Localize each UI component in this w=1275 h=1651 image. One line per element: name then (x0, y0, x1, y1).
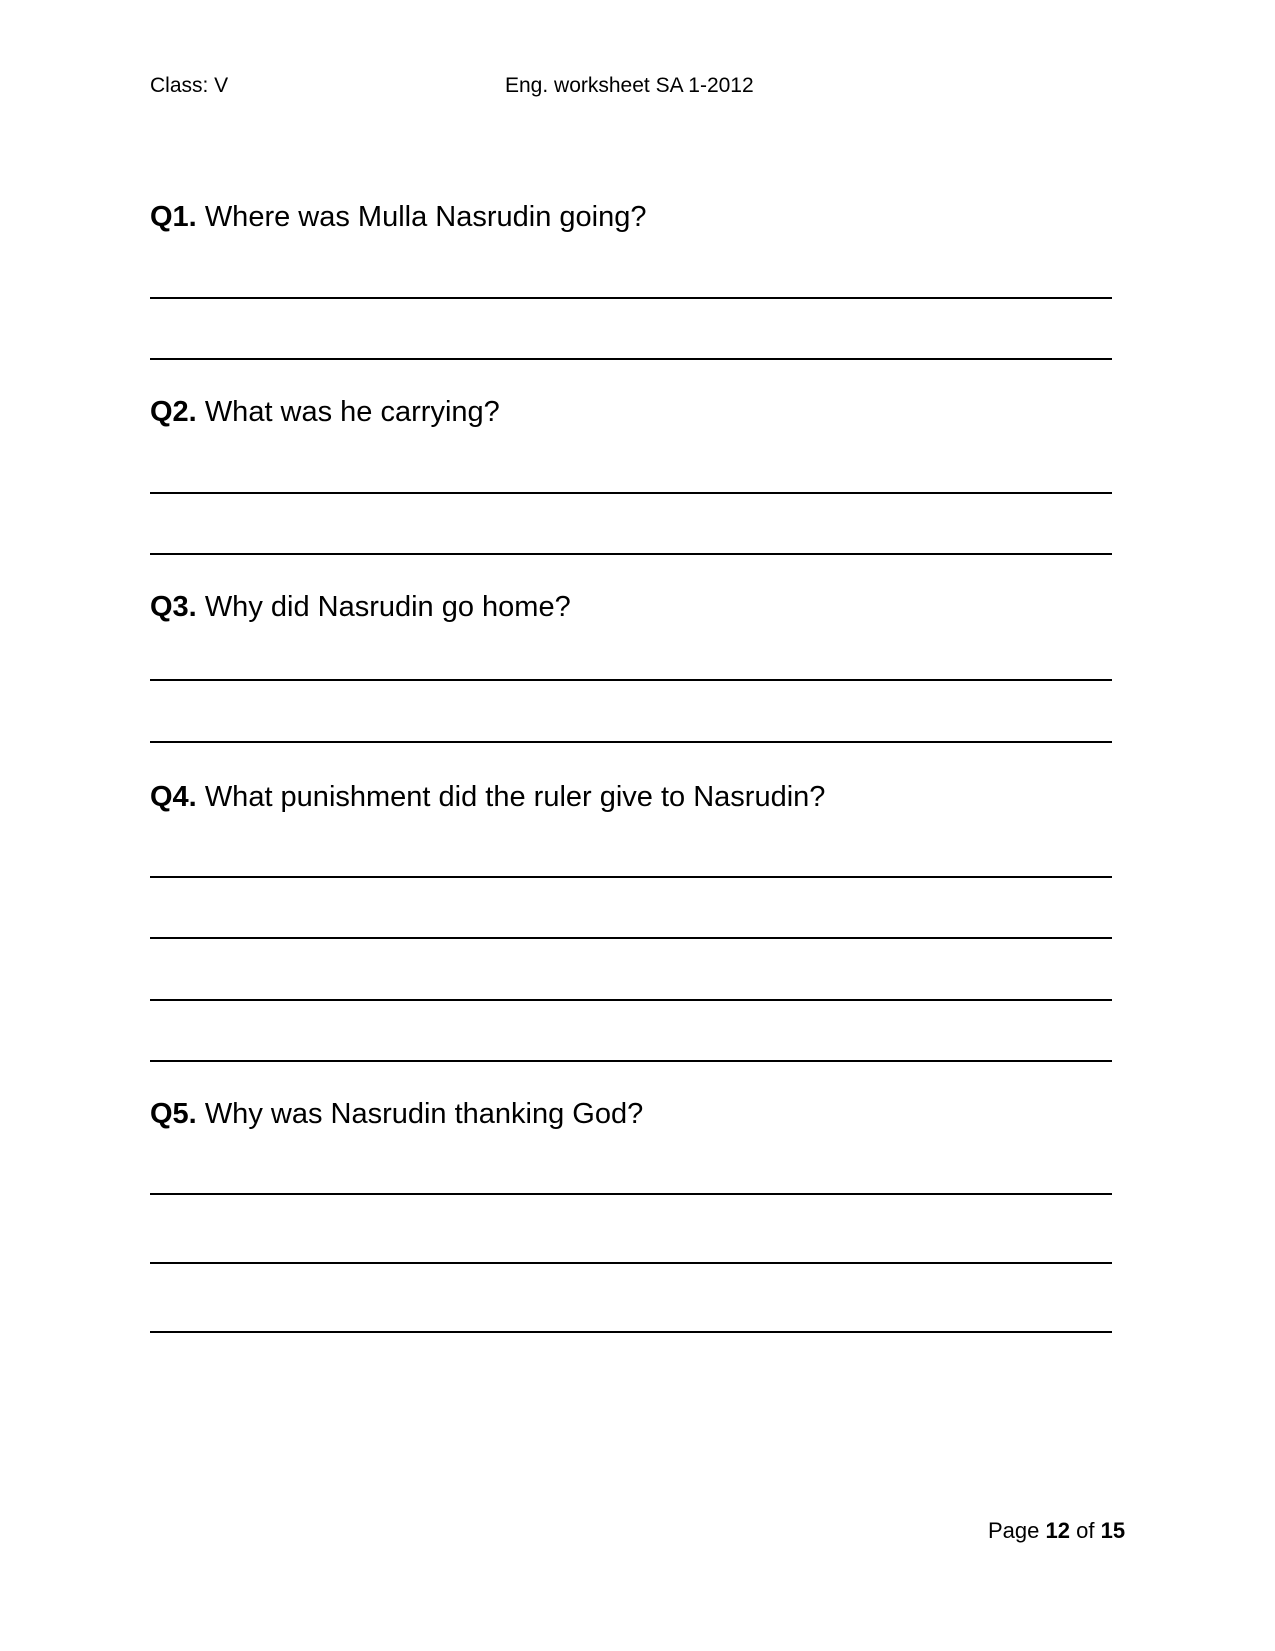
question-text: What punishment did the ruler give to Nasrudin? (204, 781, 826, 813)
of-word: of (1076, 1518, 1095, 1543)
page-header (0, 74, 1275, 104)
question-text: Why did Nasrudin go home? (204, 591, 571, 623)
answer-line[interactable] (150, 553, 1112, 555)
question-number: Q3. (150, 591, 197, 623)
question-number: Q4. (150, 781, 197, 813)
answer-line[interactable] (150, 358, 1112, 360)
answer-line[interactable] (150, 1193, 1112, 1195)
answer-line[interactable] (150, 297, 1112, 299)
answer-line[interactable] (150, 1262, 1112, 1264)
total-pages: 15 (1100, 1518, 1126, 1543)
question-3 (150, 590, 571, 624)
answer-line[interactable] (150, 876, 1112, 878)
question-text: Why was Nasrudin thanking God? (204, 1098, 644, 1130)
question-number: Q1. (150, 201, 197, 233)
class-label: Class: V (150, 74, 229, 97)
question-1 (150, 200, 646, 234)
question-number: Q2. (150, 396, 197, 428)
question-text: Where was Mulla Nasrudin going? (204, 201, 647, 233)
answer-line[interactable] (150, 999, 1112, 1001)
question-5 (150, 1097, 643, 1131)
page-word: Page (988, 1518, 1040, 1543)
answer-line[interactable] (150, 1060, 1112, 1062)
worksheet-title: Eng. worksheet SA 1-2012 (505, 74, 754, 97)
answer-line[interactable] (150, 741, 1112, 743)
answer-line[interactable] (150, 492, 1112, 494)
answer-line[interactable] (150, 937, 1112, 939)
question-number: Q5. (150, 1098, 197, 1130)
question-4 (150, 780, 825, 814)
question-2 (150, 395, 500, 429)
page-number (988, 1518, 1125, 1544)
answer-line[interactable] (150, 1331, 1112, 1333)
answer-line[interactable] (150, 679, 1112, 681)
question-text: What was he carrying? (204, 396, 500, 428)
current-page: 12 (1045, 1518, 1070, 1543)
